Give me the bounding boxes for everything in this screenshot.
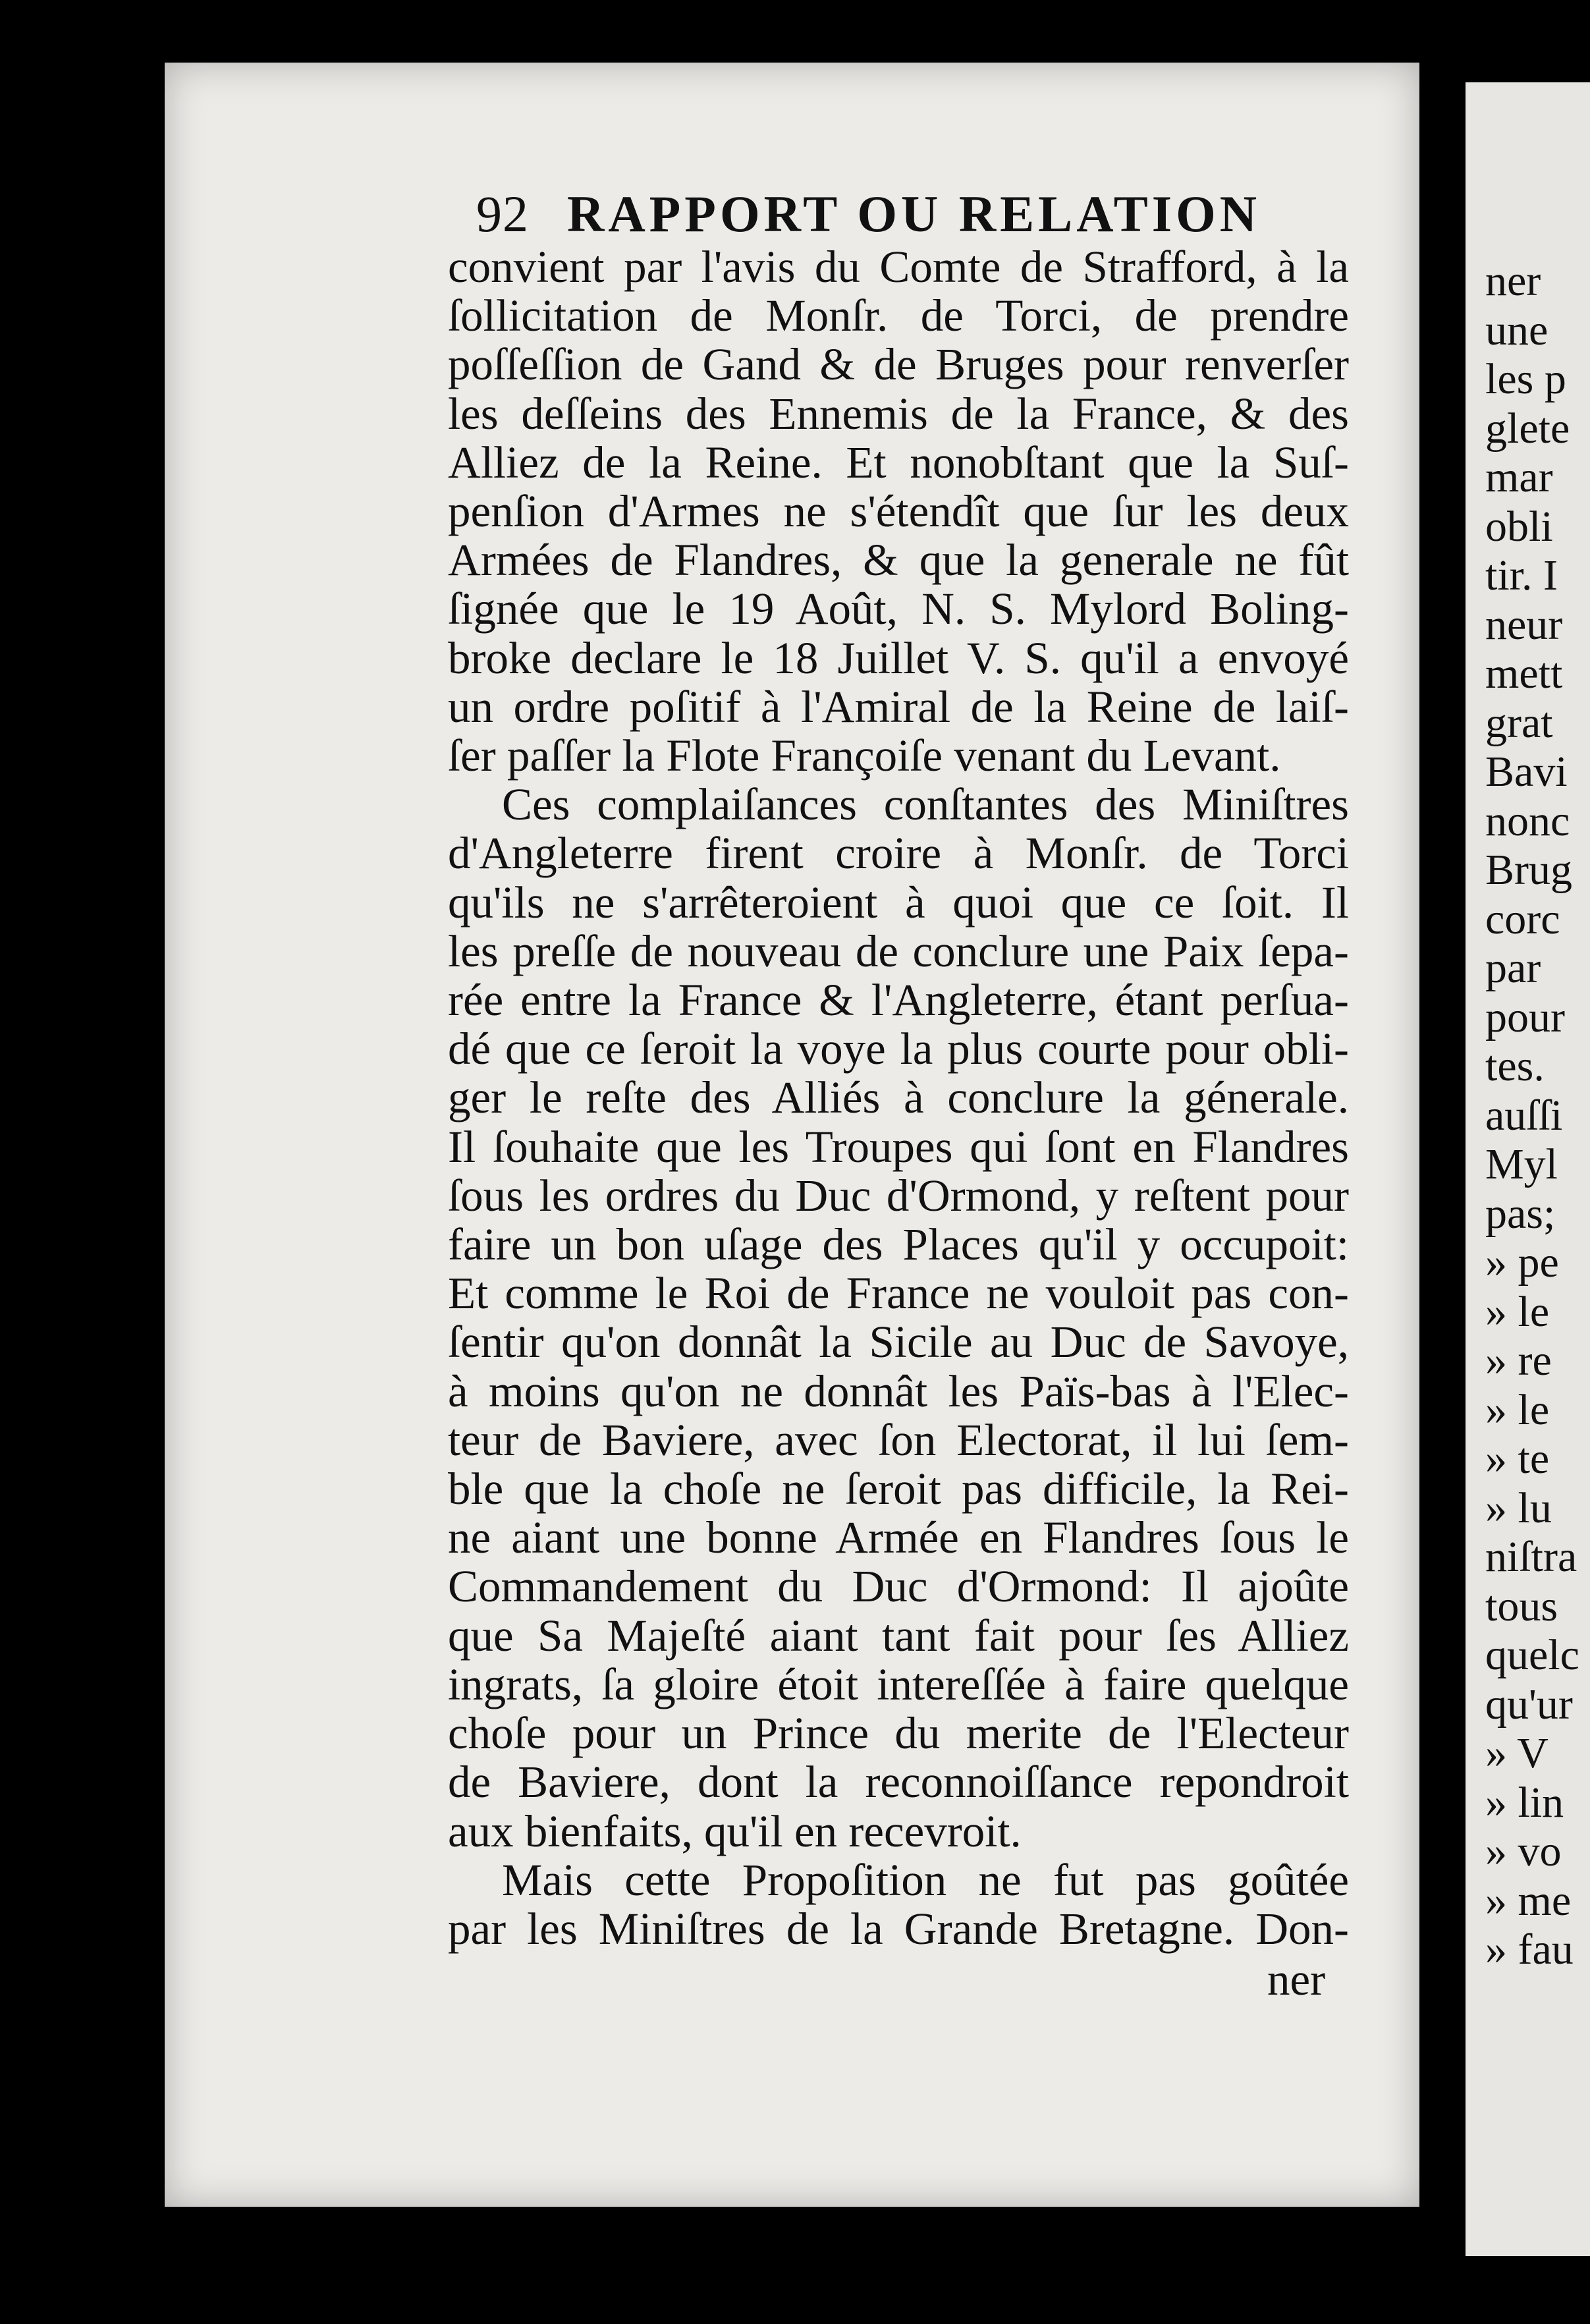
page-number: 92 — [476, 185, 529, 242]
facing-text-fragment: Bavi — [1485, 748, 1568, 796]
facing-text-fragment: qu'ur — [1485, 1680, 1573, 1729]
text-line: dé que ce ſeroit la voye la plus courte pour obli- — [448, 1024, 1349, 1074]
page-body-text — [448, 242, 1349, 1953]
text-line: choſe pour un Prince du merite de l'Electeur — [448, 1708, 1349, 1759]
facing-text-fragment: une — [1485, 306, 1549, 354]
running-header — [476, 181, 1261, 247]
text-line: ſer paſſer la Flote Françoiſe venant du Levant. — [448, 731, 1281, 781]
facing-text-fragment: » lu — [1485, 1483, 1552, 1532]
facing-text-fragment: » me — [1485, 1876, 1572, 1925]
text-line: Alliez de la Reine. Et nonobſtant que la Suſ- — [448, 437, 1349, 487]
text-line: ſous les ordres du Duc d'Ormond, y reſtent pour — [448, 1170, 1349, 1221]
text-line: rée entre la France & l'Angleterre, étant perſua- — [448, 975, 1349, 1026]
text-line: d'Angleterre firent croire à Monſr. de Torci — [448, 828, 1349, 879]
text-line: ſentir qu'on donnât la Sicile au Duc de Savoye, — [448, 1317, 1349, 1368]
facing-text-fragment: obli — [1485, 502, 1553, 551]
facing-text-fragment: mett — [1485, 650, 1563, 698]
text-line: ſollicitation de Monſr. de Torci, de prendre — [448, 290, 1349, 341]
text-line: les deſſeins des Ennemis de la France, & des — [448, 388, 1349, 439]
text-line: aux bienfaits, qu'il en recevroit. — [448, 1806, 1022, 1856]
facing-text-fragment: ner — [1485, 257, 1541, 305]
catchword: ner — [1267, 1954, 1326, 2005]
facing-page-text — [1485, 257, 1579, 1975]
text-line: broke declare le 18 Juillet V. S. qu'il a envoyé — [448, 632, 1349, 683]
text-line: teur de Baviere, avec ſon Electorat, il lui ſem- — [448, 1414, 1349, 1465]
text-line: Ces complaiſances conſtantes des Miniſtres — [502, 779, 1349, 830]
text-line: faire un bon uſage des Places qu'il y occupoit: — [448, 1219, 1349, 1270]
text-line: ne aiant une bonne Armée en Flandres ſous le — [448, 1512, 1349, 1563]
facing-text-fragment: » le — [1485, 1287, 1550, 1336]
text-line: Il ſouhaite que les Troupes qui ſont en Flandres — [448, 1121, 1349, 1172]
running-title: RAPPORT OU RELATION — [567, 185, 1261, 242]
facing-text-fragment: Brug — [1485, 846, 1572, 894]
facing-text-fragment: » vo — [1485, 1827, 1562, 1875]
text-line: que Sa Majeſté aiant tant fait pour ſes Alliez — [448, 1610, 1349, 1661]
facing-text-fragment: » re — [1485, 1337, 1552, 1385]
text-line: de Baviere, dont la reconnoiſſance repondroit — [448, 1757, 1349, 1808]
text-line: un ordre poſitif à l'Amiral de la Reine de laiſ- — [448, 681, 1349, 732]
facing-text-fragment: » te — [1485, 1435, 1550, 1483]
text-line: poſſeſſion de Gand & de Bruges pour renverſer — [448, 339, 1349, 390]
facing-text-fragment: » fau — [1485, 1925, 1574, 1974]
facing-text-fragment: tir. I — [1485, 551, 1558, 599]
text-line: les preſſe de nouveau de conclure une Paix ſepa- — [448, 926, 1349, 976]
text-line: penſion d'Armes ne s'étendît que ſur les deux — [448, 486, 1349, 537]
facing-text-fragment: nonc — [1485, 796, 1570, 845]
text-line: ble que la choſe ne ſeroit pas difficile, la Rei- — [448, 1464, 1349, 1514]
facing-text-fragment: » pe — [1485, 1238, 1559, 1286]
text-line: Armées de Flandres, & que la generale ne fût — [448, 535, 1349, 586]
text-line: Mais cette Propoſition ne fut pas goûtée — [502, 1854, 1349, 1905]
facing-text-fragment: pour — [1485, 993, 1565, 1041]
facing-text-fragment: pas; — [1485, 1189, 1556, 1238]
text-line: Et comme le Roi de France ne vouloit pas con- — [448, 1268, 1349, 1319]
facing-text-fragment: » V — [1485, 1729, 1549, 1777]
facing-text-fragment: glete — [1485, 404, 1570, 453]
text-line: Commandement du Duc d'Ormond: Il ajoûte — [448, 1561, 1349, 1612]
facing-text-fragment: auſſi — [1485, 1091, 1563, 1140]
text-line: ger le reſte des Alliés à conclure la génerale. — [448, 1072, 1349, 1123]
facing-text-fragment: grat — [1485, 698, 1553, 747]
facing-text-fragment: » le — [1485, 1385, 1550, 1434]
facing-text-fragment: les p — [1485, 355, 1566, 403]
text-line: par les Miniſtres de la Grande Bretagne. Don- — [448, 1903, 1349, 1954]
facing-text-fragment: tes. — [1485, 1042, 1545, 1090]
book-page-right-edge — [1466, 82, 1590, 2256]
facing-text-fragment: quelc — [1485, 1631, 1579, 1679]
text-line: convient par l'avis du Comte de Strafford, à la — [448, 242, 1349, 292]
facing-text-fragment: tous — [1485, 1582, 1558, 1630]
facing-text-fragment: » lin — [1485, 1778, 1564, 1827]
facing-text-fragment: neur — [1485, 600, 1563, 649]
text-line: ſignée que le 19 Août, N. S. Mylord Boling- — [448, 584, 1349, 634]
facing-text-fragment: niſtra — [1485, 1533, 1577, 1581]
text-line: à moins qu'on ne donnât les Païs-bas à l'Elec- — [448, 1366, 1349, 1416]
text-line: qu'ils ne s'arrêteroient à quoi que ce ſoit. Il — [448, 877, 1349, 927]
facing-text-fragment: par — [1485, 944, 1541, 992]
facing-text-fragment: mar — [1485, 453, 1553, 501]
text-line: ingrats, ſa gloire étoit intereſſée à faire quelque — [448, 1659, 1349, 1709]
facing-text-fragment: Myl — [1485, 1140, 1558, 1188]
facing-text-fragment: corc — [1485, 895, 1560, 943]
